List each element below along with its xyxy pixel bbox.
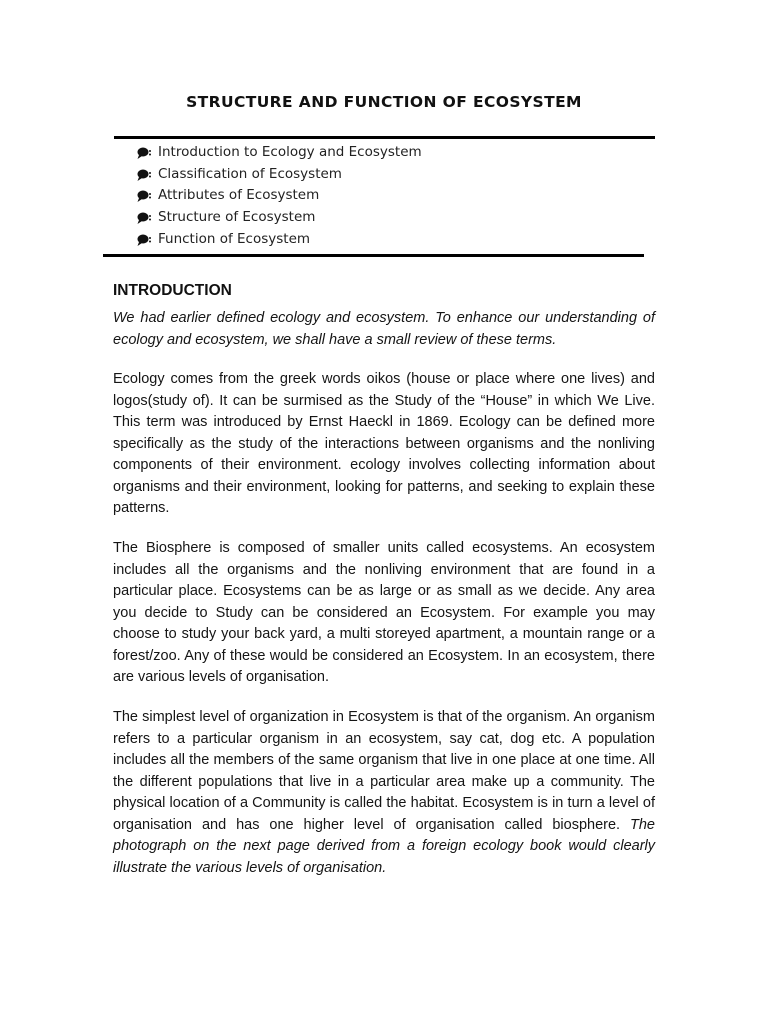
speech-bubble-bullet-icon: [136, 211, 158, 225]
speech-bubble-bullet-icon: [136, 189, 158, 203]
list-item: [136, 185, 422, 207]
top-divider: [114, 136, 655, 139]
paragraph-text: The simplest level of organization in Ecosystem is that of the organism. An organism refers to a particular organism in an ecosystem, say cat, dog etc. A population includes all the members of the same organism that live in one place at one time. All the different populations that live in a particular area make up a community. The physical location of a Community is called the habitat. Ecosystem is in turn a level of organisation and has one higher level of organisation called biosphere.: [113, 709, 655, 833]
body-paragraph: The Biosphere is composed of smaller units called ecosystems. An ecosystem includes all the organisms and the nonliving environment that are found in a particular place. Ecosystems can be as large or as small as we decide. Any area you decide to Study can be considered an Ecosystem. For example you may choose to study your back yard, a multi storeyed apartment, a mountain range or a forest/zoo. Any of these would be considered an Ecosystem. In an ecosystem, there are various levels of organisation.: [113, 540, 655, 685]
body-paragraph: Ecology comes from the greek words oikos (house or place where one lives) and logos(study of). It can be surmised as the Study of the “House” in which We Live. This term was introduced by Ernst Haeckl in 1869. Ecology can be defined more specifically as the study of the interactions between organisms and the nonliving components of their environment. ecology involves collecting information about organisms and their environment, looking for patterns, and seeking to explain these patterns.: [113, 371, 655, 516]
intro-lead-paragraph: We had earlier defined ecology and ecosystem. To enhance our understanding of ecology and ecosystem, we shall have a small review of these terms.: [113, 310, 655, 348]
page-title: STRUCTURE AND FUNCTION OF ECOSYSTEM: [186, 93, 582, 111]
topic-label: Structure of Ecosystem: [158, 209, 316, 226]
bottom-divider: [103, 254, 644, 257]
topic-label: Function of Ecosystem: [158, 230, 311, 247]
speech-bubble-bullet-icon: [136, 168, 158, 182]
topic-list: [136, 142, 422, 251]
list-item: [136, 207, 422, 229]
list-item: [136, 164, 422, 186]
topic-label: Attributes of Ecosystem: [158, 187, 320, 204]
topic-label: Introduction to Ecology and Ecosystem: [158, 144, 422, 160]
list-item: [136, 142, 422, 164]
speech-bubble-bullet-icon: [136, 146, 158, 160]
body-paragraph: [113, 707, 655, 879]
section-heading: INTRODUCTION: [113, 282, 232, 299]
paragraph-closing-italic: The photograph on the next page derived from a foreign ecology book would clearly illustrate the various levels of organisation.: [113, 816, 656, 876]
speech-bubble-bullet-icon: [136, 233, 158, 247]
topic-label: Classification of Ecosystem: [158, 165, 342, 182]
list-item: [136, 229, 422, 251]
